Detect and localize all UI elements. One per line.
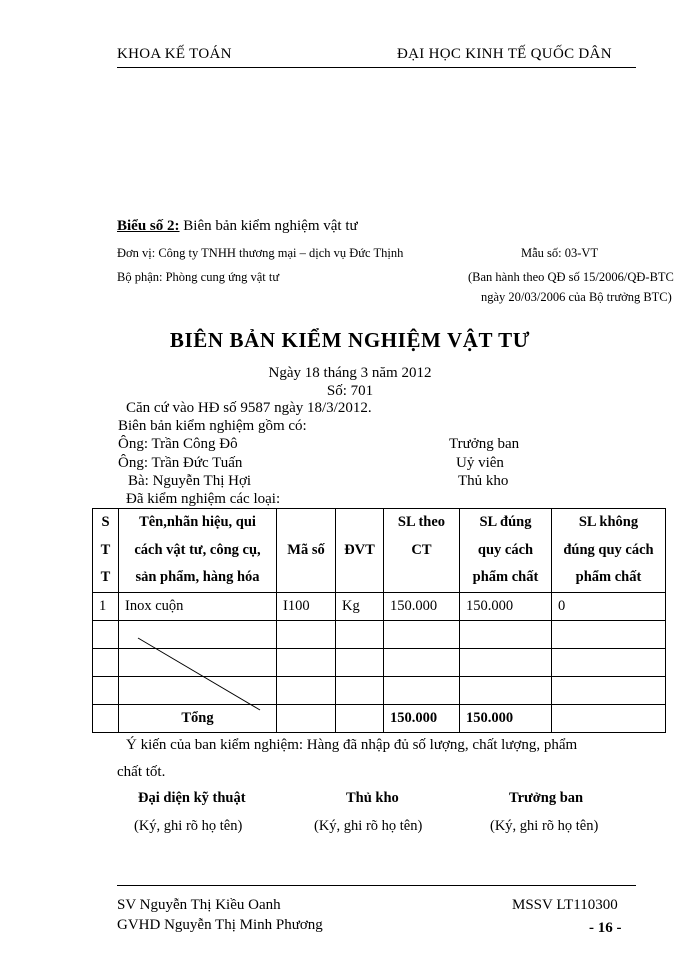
- col-name-header: Tên,nhãn hiệu, qui cách vật tư, công cụ, sản phẩm, hàng hóa: [119, 509, 277, 593]
- col-code-header: Mã số: [277, 509, 336, 593]
- dept-line: Bộ phận: Phòng cung ứng vật tư: [117, 270, 280, 284]
- unit-line: Đơn vị: Công ty TNHH thương mại – dịch vụ Đức Thịnh: [117, 246, 404, 260]
- col-slnok-header: SL không đúng quy cách phẩm chất: [552, 509, 666, 593]
- checked-line: Đã kiểm nghiệm các loại:: [126, 491, 281, 507]
- page-number: - 16 -: [589, 920, 622, 936]
- signature-title: Thủ kho: [346, 790, 399, 806]
- total-sl-ct: 150.000: [384, 704, 460, 732]
- header-faculty: KHOA KẾ TOÁN: [117, 46, 232, 62]
- member-name: Bà: Nguyễn Thị Hợi: [128, 473, 252, 489]
- basis-line: Căn cứ vào HĐ số 9587 ngày 18/3/2012.: [126, 400, 372, 416]
- member-name: Ông: Trần Công Đô: [118, 436, 238, 452]
- col-unit-header: ĐVT: [336, 509, 384, 593]
- col-stt-header: S T T: [93, 509, 119, 593]
- col-slct-header: SL theo CT: [384, 509, 460, 593]
- member-role: Uỷ viên: [456, 455, 504, 471]
- caption-label: Biểu số 2:: [117, 218, 180, 234]
- footer-student: SV Nguyễn Thị Kiều Oanh: [117, 897, 281, 913]
- signature-note: (Ký, ghi rõ họ tên): [314, 818, 423, 834]
- member-role: Trưởng ban: [449, 436, 520, 452]
- cell-sl-ok: 150.000: [460, 592, 552, 620]
- signature-note: (Ký, ghi rõ họ tên): [134, 818, 243, 834]
- doc-date: Ngày 18 tháng 3 năm 2012: [268, 365, 432, 381]
- cell-name: Inox cuộn: [119, 592, 277, 620]
- issued-line-2: ngày 20/03/2006 của Bộ trưởng BTC): [481, 290, 672, 304]
- doc-number: Số: 701: [326, 383, 374, 399]
- form-number: Mẫu số: 03-VT: [521, 246, 599, 260]
- cell-stt: 1: [93, 592, 119, 620]
- cell-unit: Kg: [336, 592, 384, 620]
- opinion-line-2: chất tốt.: [117, 764, 166, 780]
- issued-line-1: (Ban hành theo QĐ số 15/2006/QĐ-BTC: [468, 270, 674, 284]
- footer-advisor: GVHD Nguyễn Thị Minh Phương: [117, 917, 323, 933]
- opinion-line-1: Ý kiến của ban kiểm nghiệm: Hàng đã nhập đủ số lượng, chất lượng, phẩm: [126, 737, 578, 753]
- doc-title: BIÊN BẢN KIỂM NGHIỆM VẬT TƯ: [169, 328, 531, 352]
- cell-code: I100: [277, 592, 336, 620]
- signature-title: Trưởng ban: [509, 790, 584, 806]
- footer-student-id: MSSV LT110300: [512, 897, 618, 913]
- col-slok-header: SL đúng quy cách phẩm chất: [460, 509, 552, 593]
- total-sl-ok: 150.000: [460, 704, 552, 732]
- member-name: Ông: Trần Đức Tuấn: [118, 455, 243, 471]
- cell-sl-nok: 0: [552, 592, 666, 620]
- signature-title: Đại diện kỹ thuật: [138, 790, 246, 806]
- cell-sl-ct: 150.000: [384, 592, 460, 620]
- board-intro: Biên bản kiểm nghiệm gồm có:: [118, 418, 307, 434]
- footer-rule: [117, 885, 636, 886]
- total-label: Tổng: [119, 704, 277, 732]
- member-role: Thủ kho: [458, 473, 509, 489]
- signature-note: (Ký, ghi rõ họ tên): [490, 818, 599, 834]
- caption-text: Biên bản kiểm nghiệm vật tư: [179, 218, 358, 234]
- header-university: ĐẠI HỌC KINH TẾ QUỐC DÂN: [397, 46, 612, 62]
